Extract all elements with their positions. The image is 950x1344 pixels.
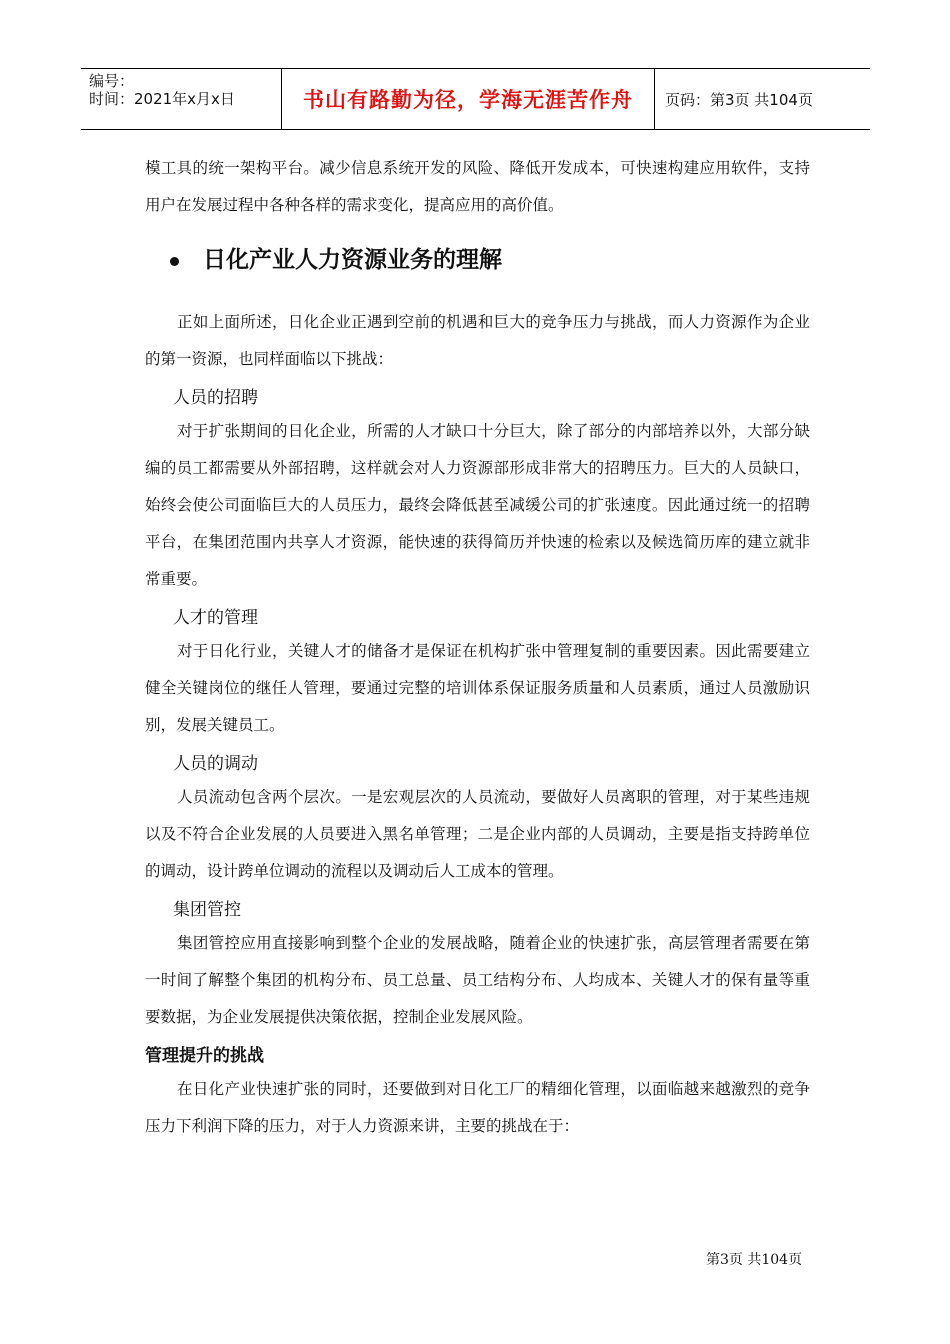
section-intro-paragraph: 正如上面所述，日化企业正遇到空前的机遇和巨大的竞争压力与挑战，而人力资源作为企业的第一资源，也同样面临以下挑战： bbox=[145, 313, 810, 368]
intro-paragraph: 模工具的统一架构平台。减少信息系统开发的风险、降低开发成本，可快速构建应用软件，支持用户在发展过程中各种各样的需求变化，提高应用的高价值。 bbox=[145, 159, 810, 214]
header-motto: 书山有路勤为径，学海无涯苦作舟 bbox=[282, 69, 655, 129]
header-page-info: 页码：第3页 共104页 bbox=[665, 90, 813, 109]
code-label: 编号： bbox=[89, 72, 135, 90]
subheading-talent-management: 人才的管理 bbox=[173, 608, 258, 628]
subheading-transfer: 人员的调动 bbox=[173, 754, 258, 774]
paragraph-management-challenge: 在日化产业快速扩张的同时，还要做到对日化工厂的精细化管理，以面临越来越激烈的竞争压力下利润下降的压力，对于人力资源来讲，主要的挑战在于： bbox=[145, 1080, 810, 1135]
bullet-icon bbox=[170, 257, 179, 266]
subheading-recruitment: 人员的招聘 bbox=[173, 388, 258, 408]
paragraph-recruitment: 对于扩张期间的日化企业，所需的人才缺口十分巨大，除了部分的内部培养以外，大部分缺编的员工都需要从外部招聘，这样就会对人力资源部形成非常大的招聘压力。巨大的人员缺口，始终会使公司面临巨大的人员压力，最终会降低甚至减缓公司的扩张速度。因此通过统一的招聘平台，在集团范围内共享人才资源，能快速的获得简历并快速的检索以及候选简历库的建立就非常重要。 bbox=[145, 422, 810, 588]
date-label: 时间：2021年x月x日 bbox=[89, 90, 235, 108]
paragraph-group-control: 集团管控应用直接影响到整个企业的发展战略，随着企业的快速扩张，高层管理者需要在第一时间了解整个集团的机构分布、员工总量、员工结构分布、人均成本、关键人才的保有量等重要数据，为企业发展提供决策依据，控制企业发展风险。 bbox=[145, 934, 810, 1026]
paragraph-talent-management: 对于日化行业，关键人才的储备才是保证在机构扩张中管理复制的重要因素。因此需要建立健全关键岗位的继任人管理，要通过完整的培训体系保证服务质量和人员素质，通过人员激励识别，发展关键员工。 bbox=[145, 642, 810, 734]
section-title bbox=[145, 242, 810, 278]
section-title-text: 日化产业人力资源业务的理解 bbox=[203, 247, 502, 273]
subheading-management-challenge: 管理提升的挑战 bbox=[145, 1046, 264, 1066]
document-body bbox=[145, 150, 810, 1145]
paragraph-transfer: 人员流动包含两个层次。一是宏观层次的人员流动，要做好人员离职的管理，对于某些违规以及不符合企业发展的人员要进入黑名单管理；二是企业内部的人员调动，主要是指支持跨单位的调动，设计跨单位调动的流程以及调动后人工成本的管理。 bbox=[145, 788, 810, 880]
header-meta bbox=[81, 69, 282, 129]
page-footer: 第3页 共104页 bbox=[706, 1252, 803, 1268]
page-header bbox=[81, 68, 870, 130]
subheading-group-control: 集团管控 bbox=[173, 900, 241, 920]
